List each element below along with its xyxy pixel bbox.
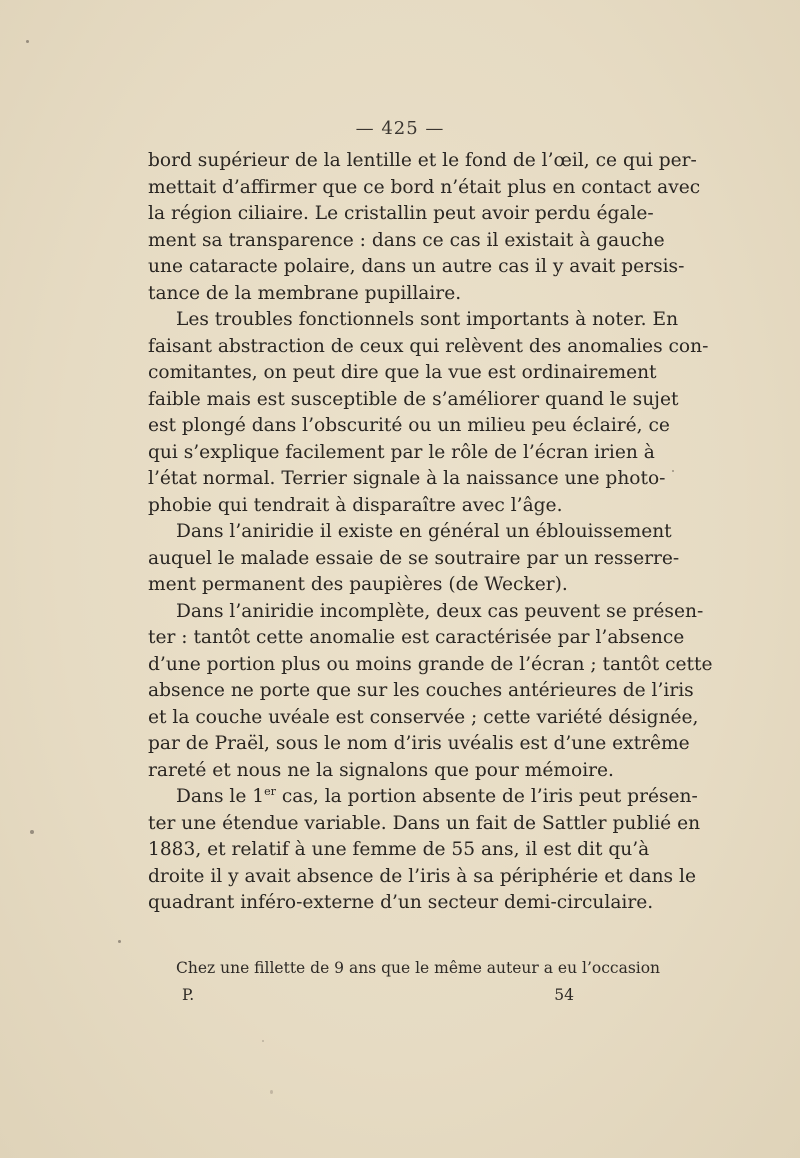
line-rest: cas, la portion absente de l’iris peut présen- <box>281 786 698 807</box>
text-line: ment sa transparence : dans ce cas il existait à gauche <box>148 229 665 251</box>
text-line: droite il y avait absence de l’iris à sa périphérie et dans le <box>148 865 696 887</box>
text-line: ter : tantôt cette anomalie est caractérisée par l’absence <box>148 627 685 648</box>
ordinal-superscript: er <box>264 784 276 798</box>
text-line: mettait d’affirmer que ce bord n’était plus en contact avec <box>148 176 701 198</box>
paper-speck <box>30 830 34 834</box>
body-text <box>148 148 713 917</box>
page-number: — 425 — <box>355 118 445 139</box>
text-line: faisant abstraction de ceux qui relèvent des anomalies con- <box>148 335 709 357</box>
paper-speck <box>118 940 121 943</box>
text-line: par de Praël, sous le nom d’iris uvéalis est d’une extrême <box>148 733 690 754</box>
signature-number: 54 <box>554 986 574 1004</box>
text-line: rareté et nous ne la signalons que pour mémoire. <box>148 759 614 781</box>
text-line: d’une portion plus ou moins grande de l’écran ; tantôt cette <box>148 653 713 675</box>
text-line: l’état normal. Terrier signale à la naissance une photo- <box>148 468 666 489</box>
line-prefix: Dans le 1 <box>176 786 265 807</box>
text-line: qui s’explique facilement par le rôle de l’écran irien à <box>148 441 655 463</box>
text-line: tance de la membrane pupillaire. <box>148 282 462 304</box>
paper-speck <box>270 1090 273 1094</box>
text-line: absence ne porte que sur les couches antérieures de l’iris <box>148 680 694 701</box>
text-line: 1883, et relatif à une femme de 55 ans, il est dit qu’à <box>148 839 650 860</box>
text-line: la région ciliaire. Le cristallin peut avoir perdu égale- <box>148 203 654 224</box>
signature-mark: P. <box>182 986 195 1004</box>
text-line: et la couche uvéale est conservée ; cette variété désignée, <box>148 706 699 728</box>
text-line: comitantes, on peut dire que la vue est ordinairement <box>148 362 657 383</box>
text-line: Les troubles fonctionnels sont importants à noter. En <box>176 309 679 330</box>
text-line: faible mais est susceptible de s’améliorer quand le sujet <box>148 388 679 410</box>
text-line: Dans l’aniridie il existe en général un éblouissement <box>176 521 672 542</box>
paper-speck <box>26 40 29 43</box>
text-line: phobie qui tendrait à disparaître avec l’âge. <box>148 494 563 516</box>
text-line: auquel le malade essaie de se soutraire par un resserre- <box>148 547 680 569</box>
paper-speck <box>262 1040 264 1042</box>
text-line <box>148 784 698 811</box>
text-line: quadrant inféro-externe d’un secteur demi-circulaire. <box>148 892 654 913</box>
text-line: ter une étendue variable. Dans un fait de Sattler publié en <box>148 812 701 834</box>
paper-speck <box>672 470 674 472</box>
text-line: ment permanent des paupières (de Wecker). <box>148 574 568 595</box>
text-line: bord supérieur de la lentille et le fond de l’œil, ce qui per- <box>148 150 697 171</box>
text-line: Dans l’aniridie incomplète, deux cas peuvent se présen- <box>176 600 704 622</box>
text-line: est plongé dans l’obscurité ou un milieu peu éclairé, ce <box>148 415 670 436</box>
text-line: une cataracte polaire, dans un autre cas il y avait persis- <box>148 256 685 277</box>
footnote-line: Chez une fillette de 9 ans que le même auteur a eu l’occasion <box>176 959 661 977</box>
